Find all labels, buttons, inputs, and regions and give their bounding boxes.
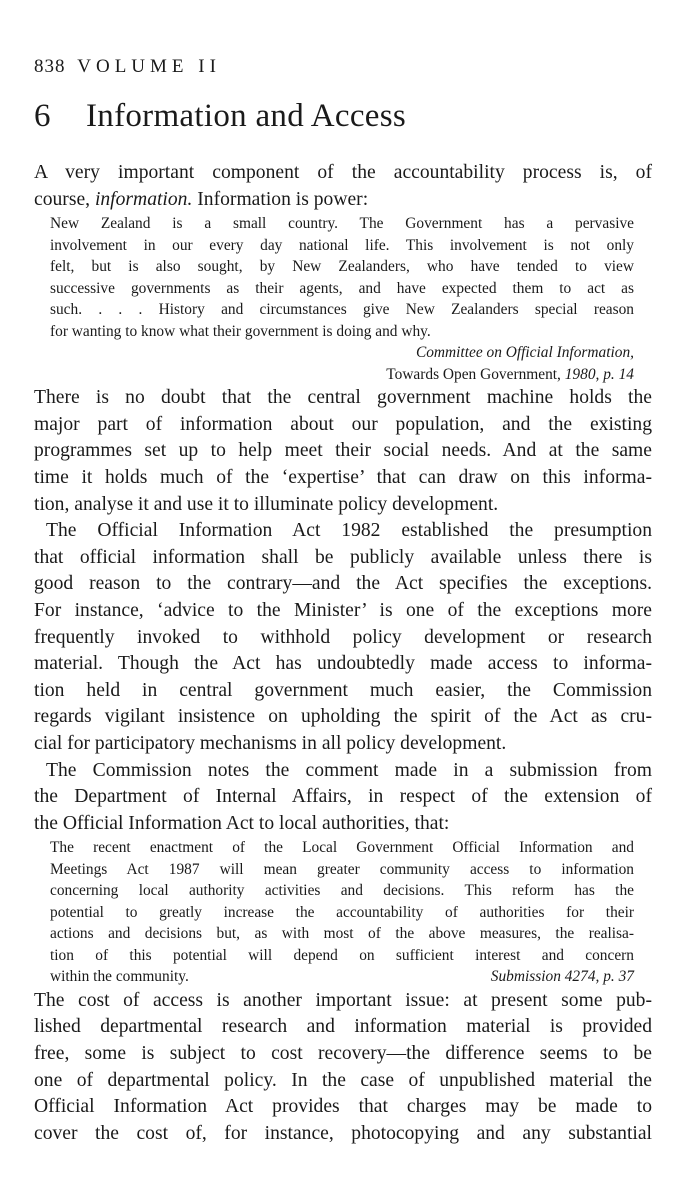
chapter-number: 6 xyxy=(34,98,51,134)
text-line: the Department of Internal Affairs, in respect of the extension of xyxy=(34,786,652,808)
paragraph-central-government xyxy=(34,385,652,518)
text-line: The Official Information Act 1982 established the presumption xyxy=(46,520,652,542)
text-line: For instance, ‘advice to the Minister’ is one of the exceptions more xyxy=(34,599,652,621)
chapter-heading xyxy=(34,98,406,135)
paragraph-official-information-act xyxy=(34,518,652,757)
text-line: Official Information Act provides that charges may be made to xyxy=(34,1096,652,1118)
quote-line: successive governments as their agents, and have expected them to act as xyxy=(50,279,634,297)
quote-line: for wanting to know what their government is doing and why. xyxy=(50,322,431,340)
text-line: tion held in central government much easier, the Commission xyxy=(34,679,652,701)
quote-line: tion of this potential will depend on sufficient interest and concern xyxy=(50,946,634,964)
block-quote-committee xyxy=(50,213,634,342)
paragraph-intro xyxy=(34,160,652,213)
text-line: that official information shall be publicly available unless there is xyxy=(34,546,652,568)
attribution-title: Towards Open Government, xyxy=(386,365,565,383)
running-head xyxy=(34,56,221,78)
text-line: The cost of access is another important issue: at present some pub- xyxy=(34,989,652,1011)
text-line: There is no doubt that the central government machine holds the xyxy=(34,387,652,409)
attribution-year-page: 1980, p. 14 xyxy=(564,365,634,383)
quote-line: such. . . . History and circumstances give New Zealanders special reason xyxy=(50,301,634,319)
text-line: frequently invoked to withhold policy development or research xyxy=(34,626,652,648)
quote-line: The recent enactment of the Local Government Official Information and xyxy=(50,839,634,857)
text-line: programmes set up to help meet their social needs. And at the same xyxy=(34,440,652,462)
quote-line: New Zealand is a small country. The Government has a pervasive xyxy=(50,215,634,233)
text-line: course, information. Information is power: xyxy=(34,188,369,210)
quote-line: actions and decisions but, as with most of the above measures, the realisa- xyxy=(50,925,634,943)
text-line: A very important component of the accountability process is, of xyxy=(34,162,652,183)
submission-citation: Submission 4274, p. 37 xyxy=(490,968,634,986)
quote-line: involvement in our every day national life. This involvement is not only xyxy=(50,236,634,254)
text-line: time it holds much of the ‘expertise’ that can draw on this informa- xyxy=(34,466,652,488)
text-line: tion, analyse it and use it to illuminate policy development. xyxy=(34,493,499,515)
quote-line: potential to greatly increase the accountability of authorities for their xyxy=(50,903,634,921)
text-line: major part of information about our population, and the existing xyxy=(34,413,652,435)
text-line: cial for participatory mechanisms in all policy development. xyxy=(34,732,507,754)
quote-line: within the community. Submission 4274, p. 37 xyxy=(50,966,634,988)
paragraph-commission-notes xyxy=(34,758,652,838)
block-quote-submission xyxy=(50,837,634,988)
quote-attribution xyxy=(34,342,634,385)
emphasis: information. xyxy=(94,188,193,210)
paragraph-cost-of-access xyxy=(34,988,652,1148)
body-text xyxy=(34,160,652,1147)
text-line: lished departmental research and information material is provided xyxy=(34,1016,652,1038)
attribution-source: Committee on Official Information, xyxy=(415,344,634,362)
page-number: 838 xyxy=(34,56,66,77)
volume-label: VOLUME II xyxy=(77,56,221,77)
quote-line: Meetings Act 1987 will mean greater community access to information xyxy=(50,860,634,878)
text-line: regards vigilant insistence on upholding the spirit of the Act as cru- xyxy=(34,706,652,728)
quote-line: concerning local authority activities and decisions. This reform has the xyxy=(50,882,634,900)
quote-line: felt, but is also sought, by New Zealanders, who have tended to view xyxy=(50,258,634,276)
text-line: cover the cost of, for instance, photocopying and any substantial xyxy=(34,1122,652,1144)
text-line: one of departmental policy. In the case of unpublished material the xyxy=(34,1069,652,1091)
text-line: good reason to the contrary—and the Act specifies the exceptions. xyxy=(34,573,652,595)
text-line: the Official Information Act to local authorities, that: xyxy=(34,812,450,834)
text-line: The Commission notes the comment made in a submission from xyxy=(46,759,652,781)
text-line: free, some is subject to cost recovery—the difference seems to be xyxy=(34,1042,652,1064)
chapter-title: Information and Access xyxy=(86,98,407,134)
text-line: material. Though the Act has undoubtedly made access to informa- xyxy=(34,653,652,675)
